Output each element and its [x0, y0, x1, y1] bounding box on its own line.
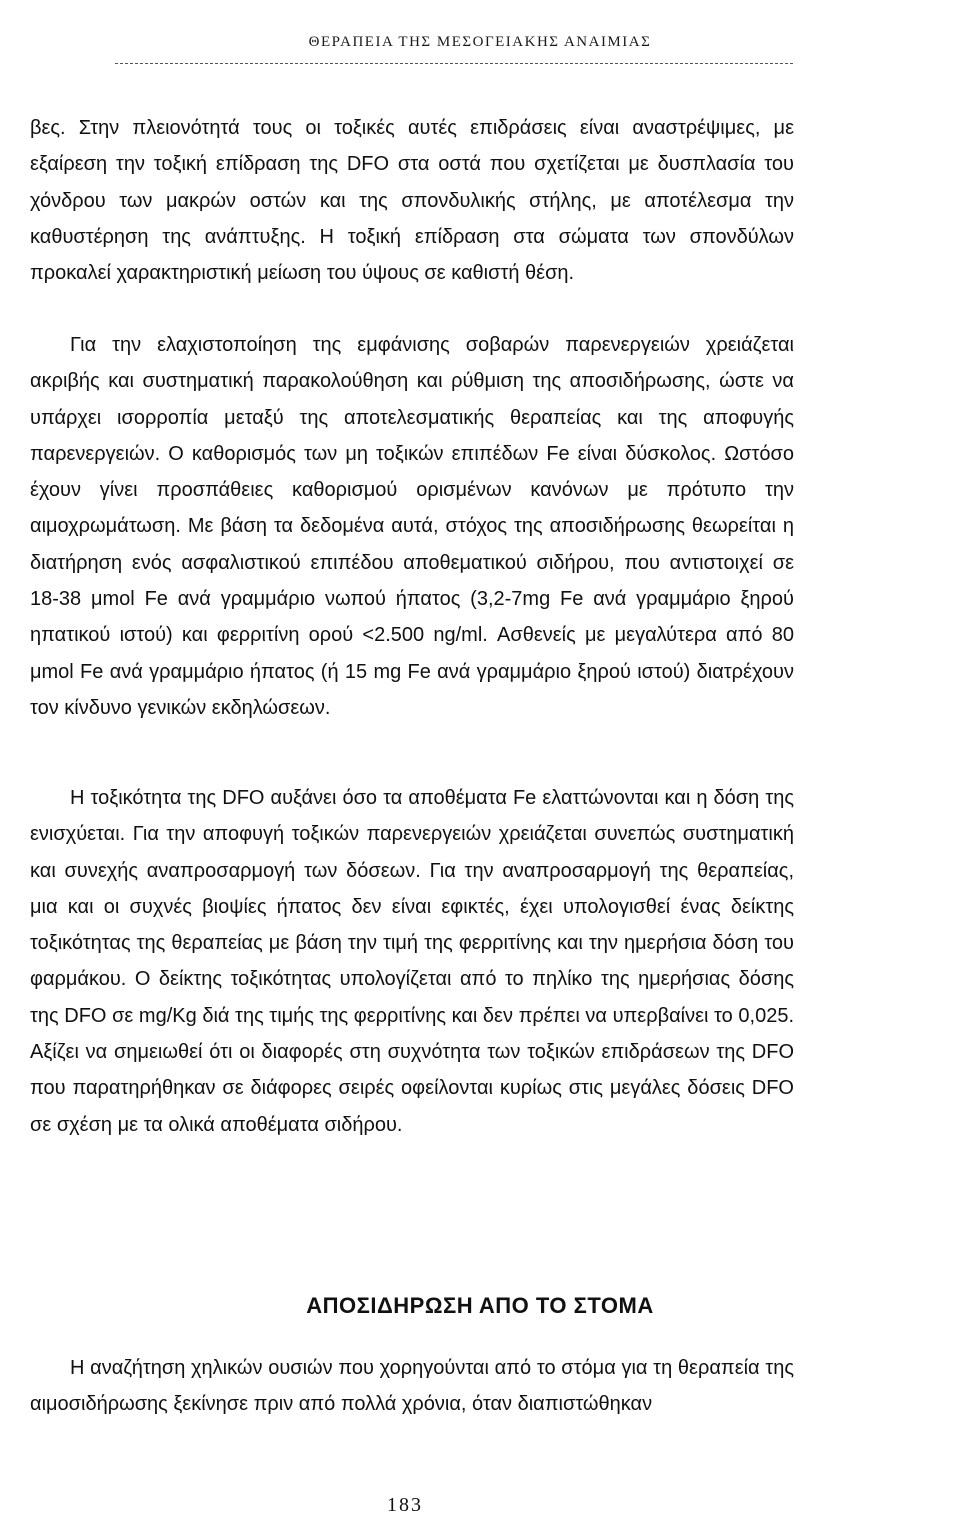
header-divider: [115, 63, 793, 64]
paragraph-toxicity-index: Η τοξικότητα της DFO αυξάνει όσο τα αποθέματα Fe ελαττώνονται και η δόση της ενισχύεται. Για την αποφυγή τοξικών παρενεργειών χρειάζεται συνεπώς συστηματική και συνεχής αναπροσαρμογή των δόσεων. Για την αναπροσαρμογή της θεραπείας, μια και οι συχνές βιοψίες ήπατος δεν είναι εφικτές, έχει υπολογισθεί ένας δείκτης τοξικότητας της θεραπείας με βάση την τιμή της φερριτίνης και την ημερήσια δόση του φαρμάκου. Ο δείκτης τοξικότητας υπολογίζεται από το πηλίκο της ημερήσιας δόσης της DFO σε mg/Kg διά της τιμής της φερριτίνης και δεν πρέπει να υπερβαίνει το 0,025. Αξίζει να σημειωθεί ότι οι διαφορές στη συχνότητα των τοξικών επιδράσεων της DFO που παρατηρήθηκαν σε διάφορες σειρές οφείλονται κυρίως στις μεγάλες δόσεις DFO σε σχέση με τα ολικά αποθέματα σιδήρου.: [30, 787, 794, 1136]
section-heading: ΑΠΟΣΙΔΗΡΩΣΗ ΑΠΟ ΤΟ ΣΤΟΜΑ: [306, 1293, 654, 1318]
running-header: ΘΕΡΑΠΕΙΑ ΤΗΣ ΜΕΣΟΓΕΙΑΚΗΣ ΑΝΑΙΜΙΑΣ: [308, 34, 652, 50]
paragraph-oral-chelation: Η αναζήτηση χηλικών ουσιών που χορηγούνται από το στόμα για τη θεραπεία της αιμοσιδήρωσης ξεκίνησε πριν από πολλά χρόνια, όταν διαπιστώθηκαν: [30, 1357, 794, 1416]
page-number: 183: [387, 1494, 423, 1516]
paragraph-side-effect-minimization: Για την ελαχιστοποίηση της εμφάνισης σοβαρών παρενεργειών χρειάζεται ακριβής και συστηματική παρακολούθηση και ρύθμιση της αποσιδήρωσης, ώστε να υπάρχει ισορροπία μεταξύ της αποτελεσματικής θεραπείας και της αποφυγής παρενεργειών. Ο καθορισμός των μη τοξικών επιπέδων Fe είναι δύσκολος. Ωστόσο έχουν γίνει προσπάθειες καθορισμού ορισμένων κανόνων με πρότυπο την αιμοχρωμάτωση. Με βάση τα δεδομένα αυτά, στόχος της αποσιδήρωσης θεωρείται η διατήρηση ενός ασφαλιστικού επιπέδου αποθεματικού σιδήρου, που αντιστοιχεί σε 18-38 μmol Fe ανά γραμμάριο νωπού ήπατος (3,2-7mg Fe ανά γραμμάριο ξηρού ηπατικού ιστού) και φερριτίνη ορού <2.500 ng/ml. Ασθενείς με μεγαλύτερα από 80 μmol Fe ανά γραμμάριο ήπατος (ή 15 mg Fe ανά γραμμάριο ξηρού ιστού) διατρέχουν τον κίνδυνο γενικών εκδηλώσεων.: [30, 334, 794, 719]
paragraph-continued-toxicity: βες. Στην πλειονότητά τους οι τοξικές αυτές επιδράσεις είναι αναστρέψιμες, με εξαίρεση την τοξική επίδραση της DFO στα οστά που σχετίζεται με δυσπλασία του χόνδρου των μακρών οστών και της σπονδυλικής στήλης, με αποτέλεσμα την καθυστέρηση της ανάπτυξης. Η τοξική επίδραση στα σώματα των σπονδύλων προκαλεί χαρακτηριστική μείωση του ύψους σε καθιστή θέση.: [30, 117, 794, 285]
